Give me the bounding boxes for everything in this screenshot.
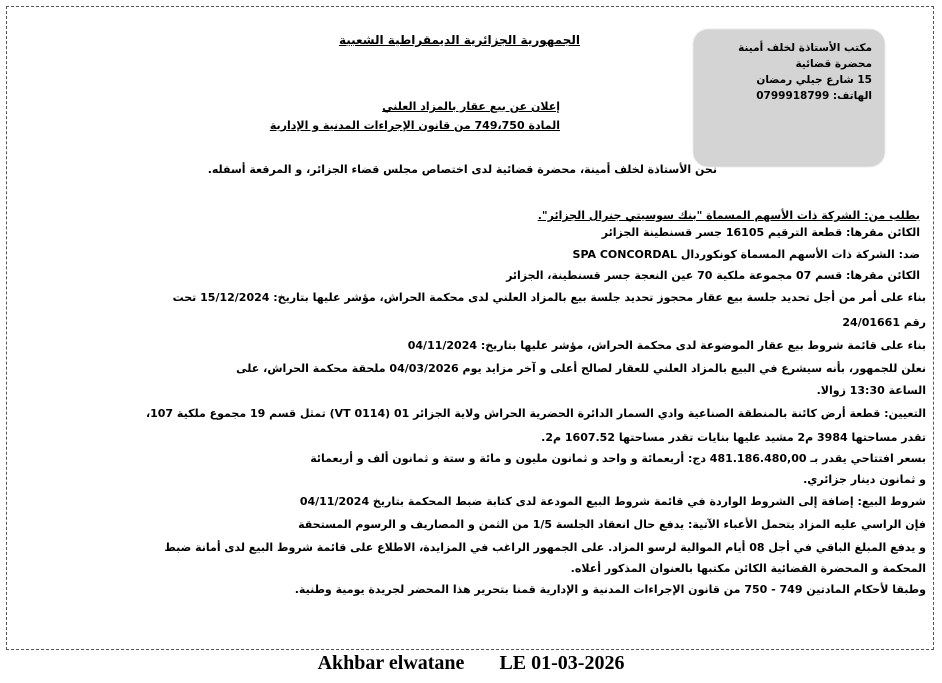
stamp-line-phone: الهاتف: 0799918799 xyxy=(756,90,872,102)
debtor-line: ضد: الشركة ذات الأسهم المسماة كونكوردال SPA CONCORDAL xyxy=(572,248,920,261)
creditor-line: بطلب من: الشركة ذات الأسهم المسماة "بنك سوسيتي جنرال الجزائر". xyxy=(537,209,920,222)
notice-title: إعلان عن بيع عقار بالمزاد العلني xyxy=(382,100,560,113)
order-number: رقم 24/01661 xyxy=(842,316,926,329)
creditor-address: الكائن مقرها: قطعة الترقيم 16105 جسر قسنطينة الجزائر xyxy=(601,226,920,239)
publication-footer xyxy=(0,652,942,675)
office-reference: المحكمة و المحضرة القضائية الكائن مكتبها بالعنوان المذكور أعلاه. xyxy=(570,562,926,575)
conditions-filed: بناء على قائمة شروط بيع عقار الموضوعة لدى محكمة الحراش، مؤشر عليها بتاريخ: 04/11/2024 xyxy=(407,339,926,352)
stamp-line-name: مكتب الأستاذة لخلف أمينة xyxy=(738,42,872,54)
legal-basis: وطبقا لأحكام المادتين 749 - 750 من قانون الإجراءات المدنية و الإدارية قمنا بتحرير هذا المحضر لجريدة يومية وطنية. xyxy=(294,583,926,596)
debtor-address: الكائن مقرها: قسم 07 مجموعة ملكية 70 عين النعجة جسر قسنطينة، الجزائر xyxy=(506,269,920,282)
sale-time: الساعة 13:30 زوالا. xyxy=(816,384,926,397)
publication-date: LE 01-03-2026 xyxy=(499,652,625,674)
payment-terms: و يدفع المبلغ الباقي في أجل 08 أيام الموالية لرسو المزاد. على الجمهور الراغب في المزايدة، الاطلاع على قائمة شروط البيع لدى أمانة ضبط xyxy=(164,541,926,554)
notice-subtitle: المادة 749،750 من قانون الإجراءات المدنية و الإدارية xyxy=(269,119,560,132)
stamp-line-title: محضرة قضائية xyxy=(795,58,872,70)
opening-price: بسعر افتتاحي يقدر بـ 481.186.480,00 دج: أربعمائة و واحد و ثمانون مليون و مائة و ستة و ثمانون ألف و أربعمائة xyxy=(310,452,926,465)
sale-conditions: شروط البيع: إضافة إلى الشروط الواردة في قائمة شروط البيع المودعة لدى كتابة ضبط المحكمة بتاريخ 04/11/2024 xyxy=(299,495,926,508)
opening-price-words: و ثمانون دينار جزائري. xyxy=(803,473,926,486)
sale-announcement: نعلن للجمهور، بأنه سيشرع في البيع بالمزاد العلني للعقار لصالح أعلى و آخر مزايد يوم 04/03/2026 ملحقة محكمة الحراش، على xyxy=(236,362,926,375)
newspaper-name: Akhbar elwatane xyxy=(317,652,465,674)
buyer-obligations: فإن الراسي عليه المزاد يتحمل الأعباء الآتية: يدفع حال انعقاد الجلسة 1/5 من الثمن و المصاريف و الرسوم المستحقة xyxy=(298,518,926,531)
bailiff-stamp xyxy=(694,30,884,166)
republic-header: الجمهورية الجزائرية الديمقراطية الشعبية xyxy=(338,33,580,47)
order-paragraph: بناء على أمر من أجل تحديد جلسة بيع عقار محجوز تحديد جلسة بيع بالمزاد العلني لدى محكمة الحراش، مؤشر عليها بتاريخ: 15/12/2024 تحت xyxy=(172,291,926,304)
property-area: تقدر مساحتها 3984 م2 مشيد عليها بنايات تقدر مساحتها 1607.52 م2. xyxy=(541,431,926,444)
stamp-line-address: 15 شارع جيلي رمضان xyxy=(756,74,872,86)
intro-paragraph: نحن الأستاذة لخلف أمينة، محضرة قضائية لدى اختصاص مجلس قضاء الجزائر، و المرقعة أسفله. xyxy=(207,163,717,176)
property-description: التعيين: قطعة أرض كائنة بالمنطقة الصناعية وادي السمار الدائرة الحضرية الحراش ولاية الجزائر 01 (VT 0114) تمثل قسم 19 مجموع ملكية 107، xyxy=(145,407,926,420)
